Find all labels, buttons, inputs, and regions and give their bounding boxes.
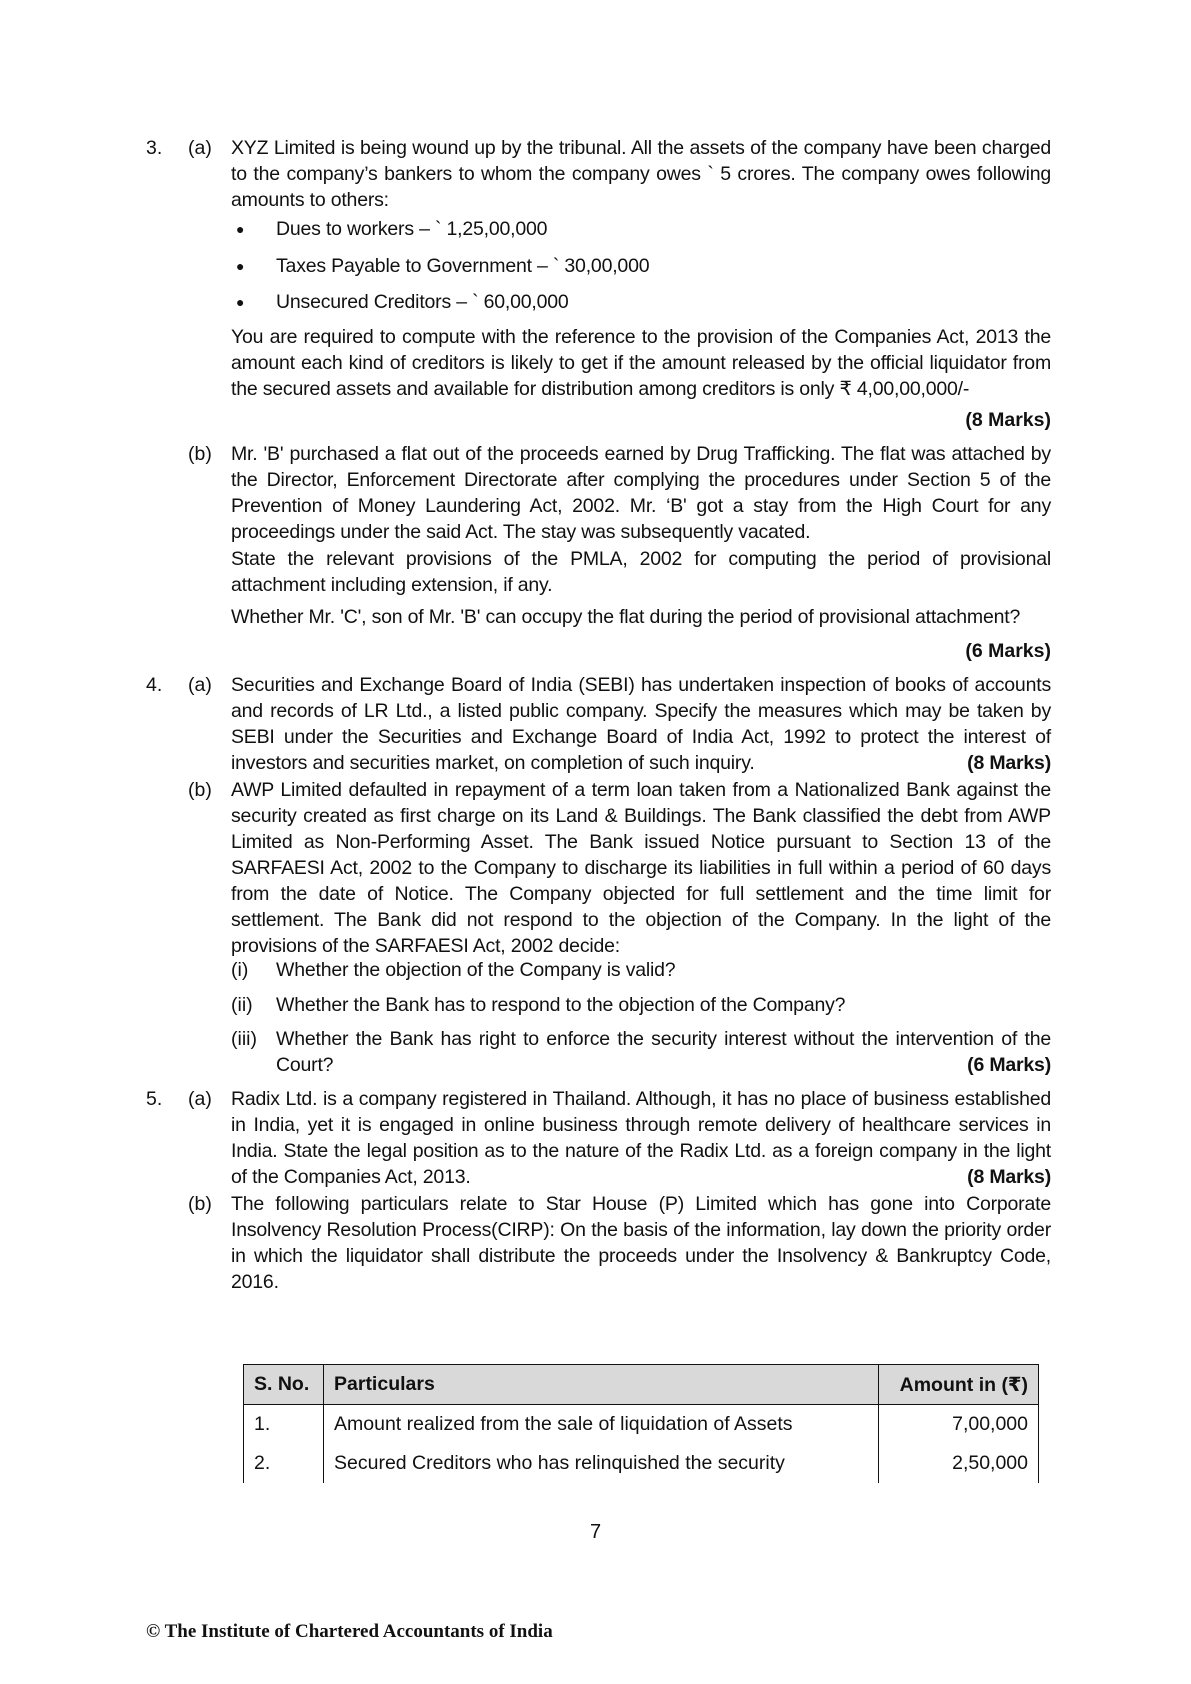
- list-item: Unsecured Creditors – ` 60,00,000: [276, 291, 569, 313]
- table-cell: Secured Creditors who has relinquished the security: [324, 1444, 879, 1483]
- marks-label: (6 Marks): [965, 640, 1051, 662]
- bullet-icon: ●: [236, 258, 245, 274]
- priority-table: [243, 1364, 1039, 1483]
- q3b-para2: [231, 546, 1051, 598]
- column-header: Amount in (₹): [879, 1365, 1039, 1405]
- list-item: Taxes Payable to Government – ` 30,00,000: [276, 255, 650, 277]
- marks-label: (6 Marks): [967, 1054, 1051, 1076]
- sub-label: (b): [188, 1193, 212, 1215]
- q4b-text: [231, 777, 1051, 959]
- footer-copyright: © The Institute of Chartered Accountants of India: [146, 1621, 553, 1642]
- q3a-question: [231, 324, 1051, 402]
- roman-numeral: (ii): [231, 994, 253, 1016]
- paragraph: State the relevant provisions of the PMLA, 2002 for computing the period of provisional attachment including extension, if any.: [231, 548, 1051, 596]
- table-cell: Amount realized from the sale of liquidation of Assets: [324, 1405, 879, 1445]
- paragraph: The following particulars relate to Star House (P) Limited which has gone into Corporate Insolvency Resolution Process(CIRP): On the basis of the information, lay down the priority order in which the liquidator shall distribute the proceeds under the Insolvency & Bankruptcy Code, 2016.: [231, 1193, 1051, 1293]
- table-header-row: [244, 1365, 1039, 1405]
- marks-label: (8 Marks): [967, 752, 1051, 774]
- sub-label: (a): [188, 674, 212, 696]
- column-header: Particulars: [324, 1365, 879, 1405]
- roman-numeral: (iii): [231, 1028, 257, 1050]
- roman-numeral: (i): [231, 959, 249, 981]
- paragraph: AWP Limited defaulted in repayment of a term loan taken from a Nationalized Bank against the security created as first charge on its Land & Buildings. The Bank classified the debt from AWP Limited as Non-Performing Asset. The Bank issued Notice pursuant to Section 13 of the SARFAESI Act, 2002 to the Company to discharge its liabilities in full within a period of 60 days from the date of Notice. The Company objected for full settlement and the time limit for settlement. The Bank did not respond to the objection of the Company. In the light of the provisions of the SARFAESI Act, 2002 decide:: [231, 779, 1051, 957]
- sub-label: (b): [188, 779, 212, 801]
- q5a-text: [231, 1086, 1051, 1190]
- paragraph: XYZ Limited is being wound up by the tribunal. All the assets of the company have been charged to the company’s bankers to whom the company owes ` 5 crores. The company owes following amounts to others:: [231, 137, 1051, 211]
- table-row: [244, 1444, 1039, 1483]
- list-item: Dues to workers – ` 1,25,00,000: [276, 218, 548, 240]
- q4a-text: [231, 672, 1051, 776]
- question-number: 3.: [146, 137, 163, 159]
- bullet-icon: ●: [236, 294, 245, 310]
- column-header: S. No.: [244, 1365, 324, 1405]
- paragraph: Radix Ltd. is a company registered in Thailand. Although, it has no place of business established in India, yet it is engaged in online business through remote delivery of healthcare services in India. State the legal position as to the nature of the Radix Ltd. as a foreign company in the light of the Companies Act, 2013. (8 Marks): [231, 1088, 1051, 1188]
- q3a-intro: [231, 135, 1051, 213]
- sub-label: (b): [188, 443, 212, 465]
- sub-label: (a): [188, 137, 212, 159]
- q5b-text: [231, 1191, 1051, 1295]
- question-number: 5.: [146, 1088, 163, 1110]
- sub-label: (a): [188, 1088, 212, 1110]
- table-cell: 2,50,000: [879, 1444, 1039, 1483]
- q3b-para1: [231, 441, 1051, 545]
- question-number: 4.: [146, 674, 163, 696]
- paragraph: Securities and Exchange Board of India (SEBI) has undertaken inspection of books of accounts and records of LR Ltd., a listed public company. Specify the measures which may be taken by SEBI under the Securities and Exchange Board of India Act, 1992 to protect the interest of investors and securities market, on completion of such inquiry. (8 Marks): [231, 674, 1051, 774]
- paragraph: Whether Mr. 'C', son of Mr. 'B' can occupy the flat during the period of provisional attachment?: [231, 606, 1021, 628]
- table-cell: 7,00,000: [879, 1405, 1039, 1445]
- list-item: Whether the Bank has right to enforce the security interest without the intervention of the Court? (6 Marks): [276, 1028, 1051, 1076]
- marks-label: (8 Marks): [967, 1166, 1051, 1188]
- bullet-icon: ●: [236, 221, 245, 237]
- table-cell: 2.: [244, 1444, 324, 1483]
- paragraph: Mr. 'B' purchased a flat out of the proceeds earned by Drug Trafficking. The flat was attached by the Director, Enforcement Directorate after complying the procedures under Section 5 of the Prevention of Money Laundering Act, 2002. Mr. ‘B' got a stay from the High Court for any proceedings under the said Act. The stay was subsequently vacated.: [231, 443, 1051, 543]
- q3b-para3: [231, 604, 1051, 630]
- list-item: Whether the Bank has to respond to the objection of the Company?: [276, 994, 846, 1016]
- paragraph: You are required to compute with the reference to the provision of the Companies Act, 2013 the amount each kind of creditors is likely to get if the amount released by the official liquidator from the secured assets and available for distribution among creditors is only ₹ 4,00,00,000/-: [231, 326, 1051, 400]
- table-row: [244, 1405, 1039, 1445]
- table-cell: 1.: [244, 1405, 324, 1445]
- list-item: Whether the objection of the Company is valid?: [276, 959, 676, 981]
- marks-label: (8 Marks): [965, 409, 1051, 431]
- page-number: 7: [589, 1521, 602, 1543]
